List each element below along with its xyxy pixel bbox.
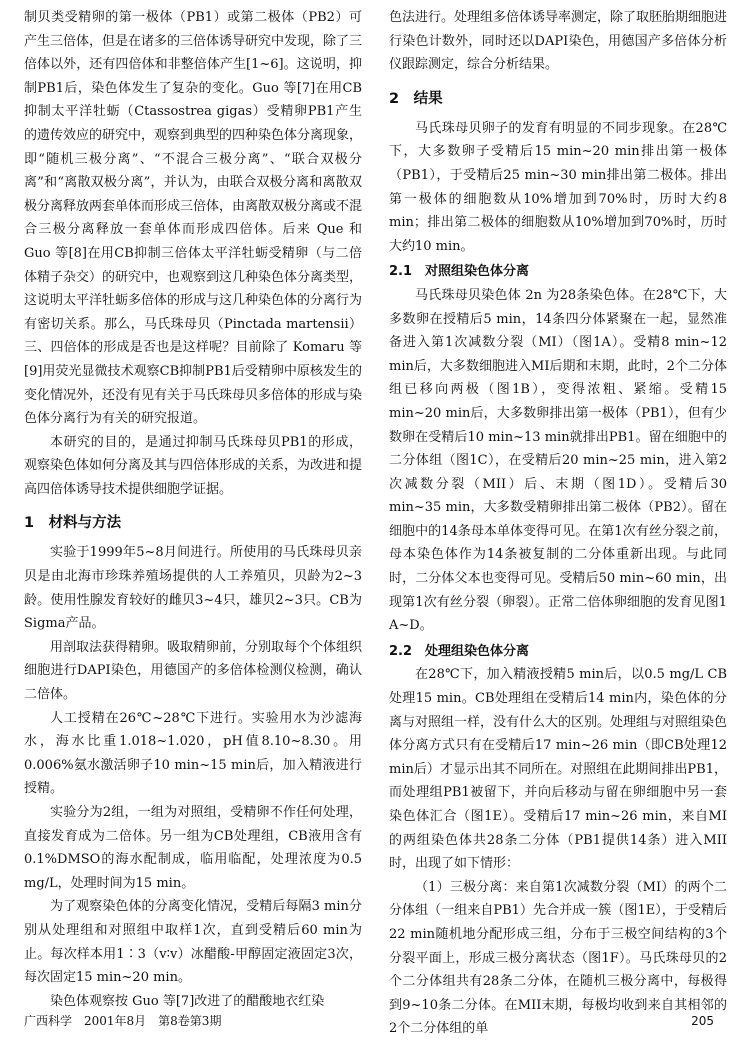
intro-paragraph-1: 制贝类受精卵的第一极体（PB1）或第二极体（PB2）可产生三倍体，但是在诸多的三倍体诱导研究中发现，除了三倍体以外，还有四倍体和非整倍体产生[1~6]。这说明，抑制PB1后，染色体发生了复杂的变化。Guo 等[7]在用CB抑制太平洋牡蛎（Ctassostrea gigas）受精卵PB1产生的遗传效应的研究中，观察到典型的四种染色体分离现象，即“随机三极分离”、“不混合三极分离”、“联合双极分离”和“离散双极分离”，并认为，由联合双极分离和离散双极分离释放两套单体而形成三倍体，由离散双极分离或不混合三极分离释放一套单体而形成四倍体。后来 Que 和 Guo 等[8]在用CB抑制三倍体太平洋牡蛎受精卵（与二倍体精子杂交）的研究中，也观察到这几种染色体分离类型，这说明太平洋牡蛎多倍体的形成与这几种染色体的分离行为有密切关系。那么，马氏珠母贝（Pinctada martensii）三、四倍体的形成是否也是这样呢？目前除了 Komaru 等[9]用荧光显微技术观察CB抑制PB1后受精卵中原核发生的变化情况外，还没有见有关于马氏珠母贝多倍体的形成与染色体分离行为有关的研究报道。 [24,10,363,427]
right-column [389,6,727,1041]
page-number: 205 [691,1014,714,1028]
left-column [24,6,362,1013]
methods-paragraph-4: 实验分为2组，一组为对照组，受精卵不作任何处理，直接发育成为二倍体。另一组为CB处理组，CB液用含有0.1%DMSO的海水配制成，临用临配，处理浓度为0.5 mg/L，处理时间为15 min。 [24,805,362,891]
methods-paragraph-1: 实验于1999年5~8月间进行。所使用的马氏珠母贝亲贝是由北海市珍珠养殖场提供的人工养殖贝，贝龄为2~3龄。使用性腺发育较好的雌贝3~4只，雄贝2~3只。CB为Sigma产品。 [24,545,362,632]
results-paragraph-1: 马氏珠母贝卵子的发育有明显的不同步现象。在28℃下，大多数卵子受精后15 min~20 min排出第一极体（PB1），于受精后25 min~30 min排出第二极体。排出第一极体的细胞数从10%增加到70%时，历时大约8 min；排出第二极体的细胞数从10%增加到70%时，历时大约10 min。 [389,120,727,254]
methods-paragraph-6-start: 染色体观察按 Guo 等[7]改进了的醋酸地衣红染 [50,993,325,1009]
subsection-heading-treatment: 2.2 处理组染色体分离 [389,643,530,659]
control-paragraph: 马氏珠母贝染色体 2n 为28条染色体。在28℃下，大多数卵在授精后5 min，14条四分体紧聚在一起，显然准备进入第1次减数分裂（MI）（图1A）。受精8 min~12 min后，大多数细胞进入MI后期和末期，此时，2个二分体组已移向两极（图1B），变得浓粗、紧缩。受精15 min~20 min后，大多数卵排出第一极体（PB1），但有少数卵在受精后10 min~13 min就排出PB1。留在细胞中的二分体组（图1C），在受精后20 min~25 min，进入第2次减数分裂（MII）后、末期（图1D）。受精后30 min~35 min，大多数受精卵排出第二极体（PB2）。留在细胞中的14条母本单体变得可见。在第1次有丝分裂之前，母本染色体作为14条被复制的二分体重新出现。与此同时，二分体父本也变得可见。受精后50 min~60 min，出现第1次有丝分裂（卵裂）。正常二倍体卵细胞的发育见图1 A~D。 [389,287,727,634]
intro-paragraph-2: 本研究的目的，是通过抑制马氏珠母贝PB1的形成，观察染色体如何分离及其与四倍体形成的关系，为改进和提高四倍体诱导技术提供细胞学证据。 [24,434,363,497]
methods-paragraph-2: 用剖取法获得精卵。吸取精卵前，分别取每个个体组织细胞进行DAPI染色，用德国产的多倍体检测仪检测，确认二倍体。 [24,639,363,703]
methods-paragraph-6-end: 色法进行。处理组多倍体诱导率测定，除了取胚胎期细胞进行染色计数外，同时还以DAPI染色，用德国产多倍体分析仪跟踪测定，综合分析结果。 [389,10,728,73]
treatment-paragraph-2: （1）三极分离：来自第1次减数分裂（MI）的两个二分体组（一组来自PB1）先合并成一簇（图1E），于受精后22 min随机地分配形成三组，分布于三极空间结构的3个分裂平面上，形成三极分离状态（图1F）。马氏珠母贝的2个二分体组共有28条二分体，在随机三极分离中，每极得到9~10条二分体。在MII末期，每极均收到来自其相邻的2个二分体组的单 [389,879,727,1037]
methods-paragraph-5: 为了观察染色体的分离变化情况，受精后每隔3 min分别从处理组和对照组中取样1次，直到受精后60 min为止。每次样本用1∶3（v∶v）冰醋酸-甲醇固定液固定3次，每次固定15 min~20 min。 [24,899,362,986]
section-heading-materials-methods: 1 材料与方法 [24,515,122,532]
treatment-paragraph-1: 在28℃下，加入精液授精5 min后，以0.5 mg/L CB处理15 min。CB处理组在受精后14 min内，染色体的分离与对照组一样，没有什么大的区别。处理组与对照组染色体分离方式只有在受精后17 min~26 min（即CB处理12 min后）才显示出其不同所在。对照组在此期间排出PB1，而处理组PB1被留下，并向后移动与留在卵细胞中另一套染色体汇合（图1E）。受精后17 min~26 min，来自MI的两组染色体共28条二分体（PB1提供14条）进入MII时，出现了如下情形： [389,667,728,872]
journal-citation: 广西科学 2001年8月 第8卷第3期 [24,1014,222,1028]
section-heading-results: 2 结果 [389,90,443,107]
subsection-heading-control: 2.1 对照组染色体分离 [389,264,530,280]
methods-paragraph-3: 人工授精在26℃~28℃下进行。实验用水为沙滤海水，海水比重1.018~1.020，pH值8.10~8.30。用0.006%氨水激活卵子10 min~15 min后，加入精液进行授精。 [24,710,362,797]
page-footer [24,1010,714,1032]
